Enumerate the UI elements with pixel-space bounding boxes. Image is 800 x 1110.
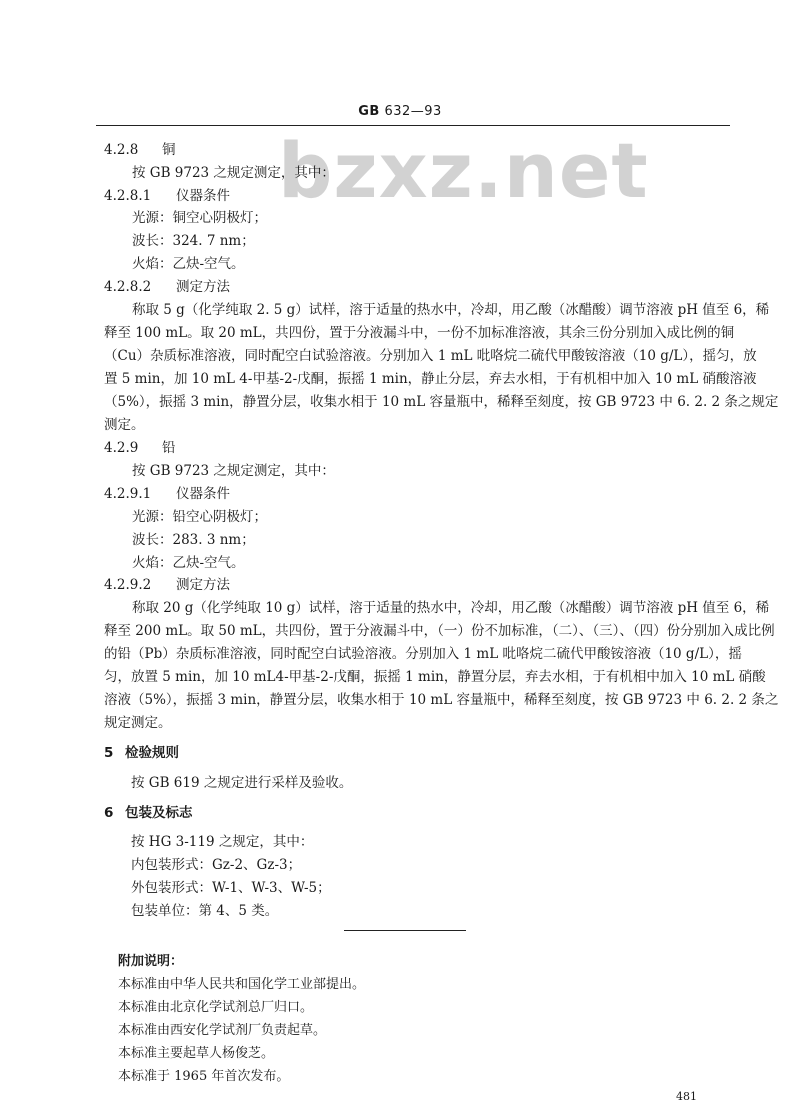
section-number: 5 xyxy=(104,745,114,761)
header-number: 632—93 xyxy=(384,104,442,119)
note-line: 本标准于 1965 年首次发布。 xyxy=(118,1069,290,1084)
watermark: bzxz.net xyxy=(278,126,649,215)
paragraph: 按 GB 9723 之规定测定，其中： xyxy=(132,463,335,479)
heading-number: 4.2.9 xyxy=(104,440,139,456)
text-line: 置 5 min，加 10 mL 4-甲基-2-戊酮，振摇 1 min，静止分层，弃去水相，于有机相中加入 10 mL 硝酸溶液 xyxy=(104,371,757,387)
text-line: 内包装形式：Gz-2、Gz-3； xyxy=(131,857,302,873)
section-title: 包装及标志 xyxy=(125,805,193,821)
text-line: 称取 5 g（化学纯取 2. 5 g）试样，溶于适量的热水中，冷却，用乙酸（冰醋酸）调节溶液 pH 值至 6，稀 xyxy=(132,302,770,318)
notes-divider xyxy=(344,930,466,931)
text-line: 包装单位：第 4、5 类。 xyxy=(131,903,279,919)
heading-number: 4.2.8.1 xyxy=(104,188,152,204)
text-line: 按 HG 3-119 之规定，其中： xyxy=(131,834,314,850)
heading-4-2-9 xyxy=(104,438,176,458)
text-line: 测定。 xyxy=(104,417,145,433)
notes-title: 附加说明： xyxy=(118,954,184,969)
text-line: 波长：324. 7 nm； xyxy=(132,233,255,249)
heading-title: 铜 xyxy=(162,142,176,158)
section-number: 6 xyxy=(104,805,114,821)
text-line: 波长：283. 3 nm； xyxy=(132,532,255,548)
text-line: 释至 100 mL。取 20 mL，共四份，置于分液漏斗中，一份不加标准溶液，其余三份分别加入成比例的铜 xyxy=(104,325,735,341)
text-line: 规定测定。 xyxy=(104,715,172,731)
heading-number: 4.2.8.2 xyxy=(104,279,152,295)
heading-4-2-8 xyxy=(104,140,176,160)
heading-4-2-9-1 xyxy=(104,484,230,504)
text-line: 溶液（5%），振摇 3 min，静置分层，收集水相于 10 mL 容量瓶中，稀释至刻度，按 GB 9723 中 6. 2. 2 条之 xyxy=(104,692,779,708)
paragraph: 按 GB 9723 之规定测定，其中： xyxy=(132,165,335,181)
heading-4-2-8-2 xyxy=(104,277,230,297)
text-line: 光源：铜空心阴极灯； xyxy=(132,210,267,226)
paragraph: 按 GB 619 之规定进行采样及验收。 xyxy=(131,775,353,791)
note-line: 本标准由中华人民共和国化学工业部提出。 xyxy=(118,977,366,992)
heading-title: 铅 xyxy=(162,440,176,456)
running-header xyxy=(0,104,800,119)
heading-title: 测定方法 xyxy=(176,279,230,295)
text-line: 释至 200 mL。取 50 mL，共四份，置于分液漏斗中，（一）份不加标准，（二）、（三）、（四）份分别加入成比例 xyxy=(104,623,775,639)
note-line: 本标准由北京化学试剂总厂归口。 xyxy=(118,1000,314,1015)
text-line: （5%），振摇 3 min，静置分层，收集水相于 10 mL 容量瓶中，稀释至刻度，按 GB 9723 中 6. 2. 2 条之规定 xyxy=(104,394,779,410)
heading-title: 测定方法 xyxy=(176,577,230,593)
text-line: （Cu）杂质标准溶液，同时配空白试验溶液。分别加入 1 mL 吡咯烷二硫代甲酸铵溶液（10 g/L），摇匀，放 xyxy=(104,348,757,364)
text-line: 火焰：乙炔-空气。 xyxy=(132,256,245,272)
header-prefix: GB xyxy=(358,104,380,119)
heading-4-2-9-2 xyxy=(104,575,230,595)
heading-number: 4.2.9.1 xyxy=(104,486,152,502)
text-line: 匀，放置 5 min，加 10 mL4-甲基-2-戊酮，振摇 1 min，静置分层，弃去水相，于有机相中加入 10 mL 硝酸 xyxy=(104,669,766,685)
page-number: 481 xyxy=(676,1090,697,1103)
section-title: 检验规则 xyxy=(125,745,179,761)
text-line: 外包装形式：W-1、W-3、W-5； xyxy=(131,880,331,896)
heading-title: 仪器条件 xyxy=(176,188,230,204)
note-line: 本标准主要起草人杨俊芝。 xyxy=(118,1046,275,1061)
heading-number: 4.2.8 xyxy=(104,142,139,158)
heading-4-2-8-1 xyxy=(104,186,230,206)
text-line: 光源：铅空心阴极灯； xyxy=(132,509,267,525)
text-line: 称取 20 g（化学纯取 10 g）试样，溶于适量的热水中，冷却，用乙酸（冰醋酸）调节溶液 pH 值至 6，稀 xyxy=(132,600,770,616)
note-line: 本标准由西安化学试剂厂负责起草。 xyxy=(118,1023,327,1038)
text-line: 的铅（Pb）杂质标准溶液，同时配空白试验溶液。分别加入 1 mL 吡咯烷二硫代甲酸铵溶液（10 g/L），摇 xyxy=(104,646,742,662)
text-line: 火焰：乙炔-空气。 xyxy=(132,555,245,571)
heading-number: 4.2.9.2 xyxy=(104,577,152,593)
heading-title: 仪器条件 xyxy=(176,486,230,502)
